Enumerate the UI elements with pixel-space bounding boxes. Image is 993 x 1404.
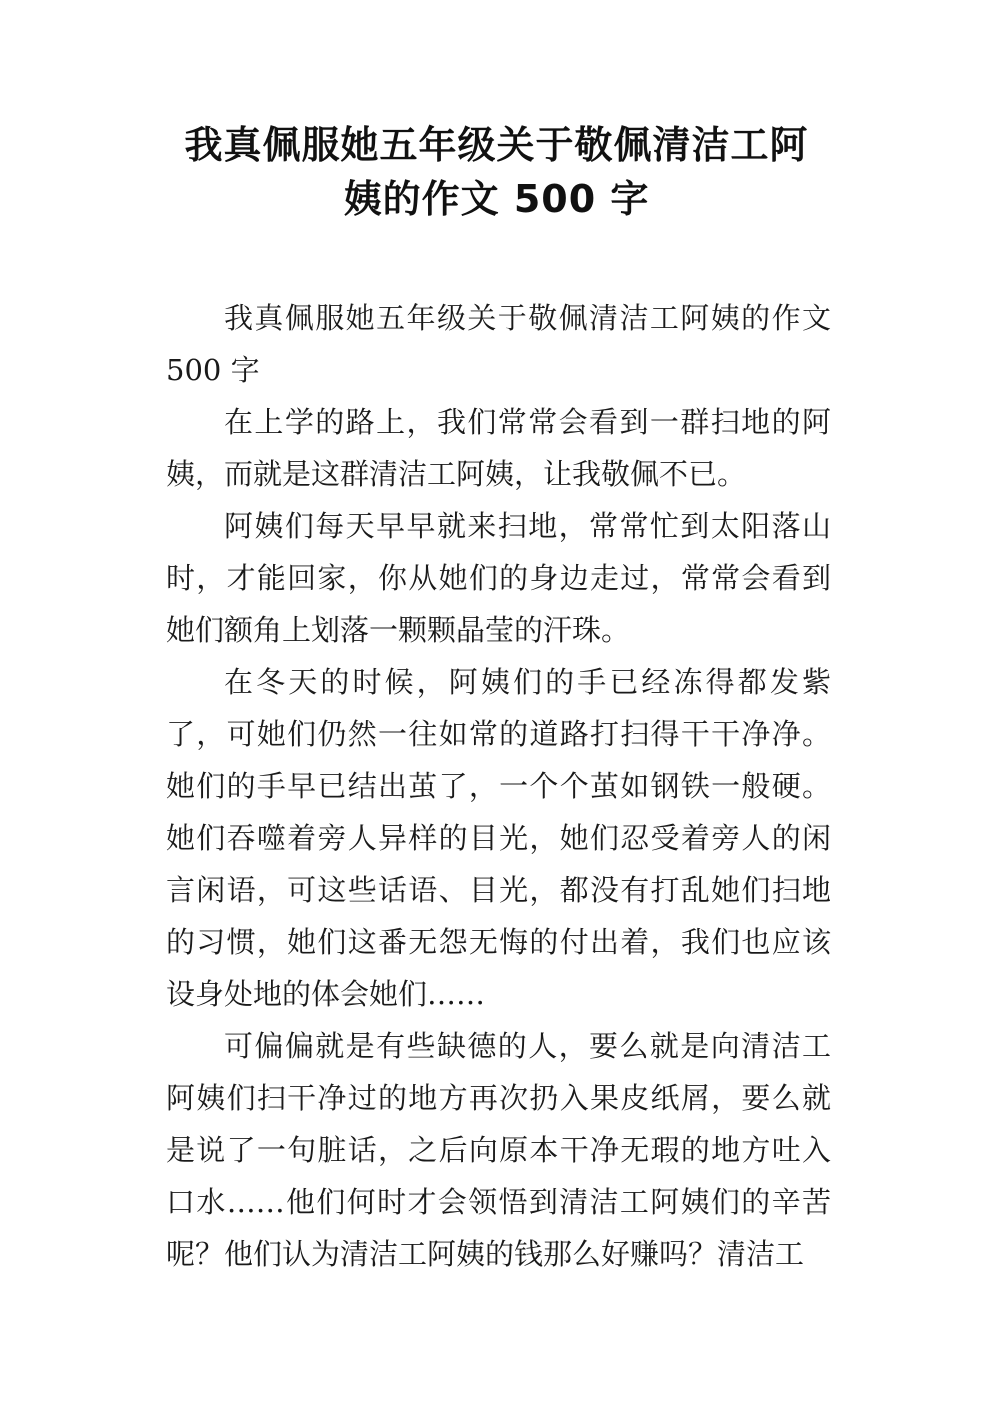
paragraph: 阿姨们每天早早就来扫地，常常忙到太阳落山时，才能回家，你从她们的身边走过，常常会看到她们额角上划落一颗颗晶莹的汗珠。 [166, 509, 831, 647]
title-line-2: 姨的作文 500 字 [343, 177, 650, 221]
paragraph: 可偏偏就是有些缺德的人，要么就是向清洁工阿姨们扫干净过的地方再次扔入果皮纸屑，要么就是说了一句脏话，之后向原本干净无瑕的地方吐入口水……他们何时才会领悟到清洁工阿姨们的辛苦呢？他们认为清洁工阿姨的钱那么好赚吗？清洁工 [166, 1029, 831, 1271]
paragraph-intro: 我真佩服她五年级关于敬佩清洁工阿姨的作文 500 字 [166, 301, 831, 387]
document-title [120, 118, 873, 226]
paragraph: 在上学的路上，我们常常会看到一群扫地的阿姨，而就是这群清洁工阿姨，让我敬佩不已。 [166, 405, 831, 491]
title-line-1: 我真佩服她五年级关于敬佩清洁工阿 [184, 123, 809, 167]
document-body [166, 292, 831, 1280]
paragraph: 在冬天的时候，阿姨们的手已经冻得都发紫了，可她们仍然一往如常的道路打扫得干干净净。她们的手早已结出茧了，一个个茧如钢铁一般硬。她们吞噬着旁人异样的目光，她们忍受着旁人的闲言闲语，可这些话语、目光，都没有打乱她们扫地的习惯，她们这番无怨无悔的付出着，我们也应该设身处地的体会她们…… [166, 665, 831, 1011]
